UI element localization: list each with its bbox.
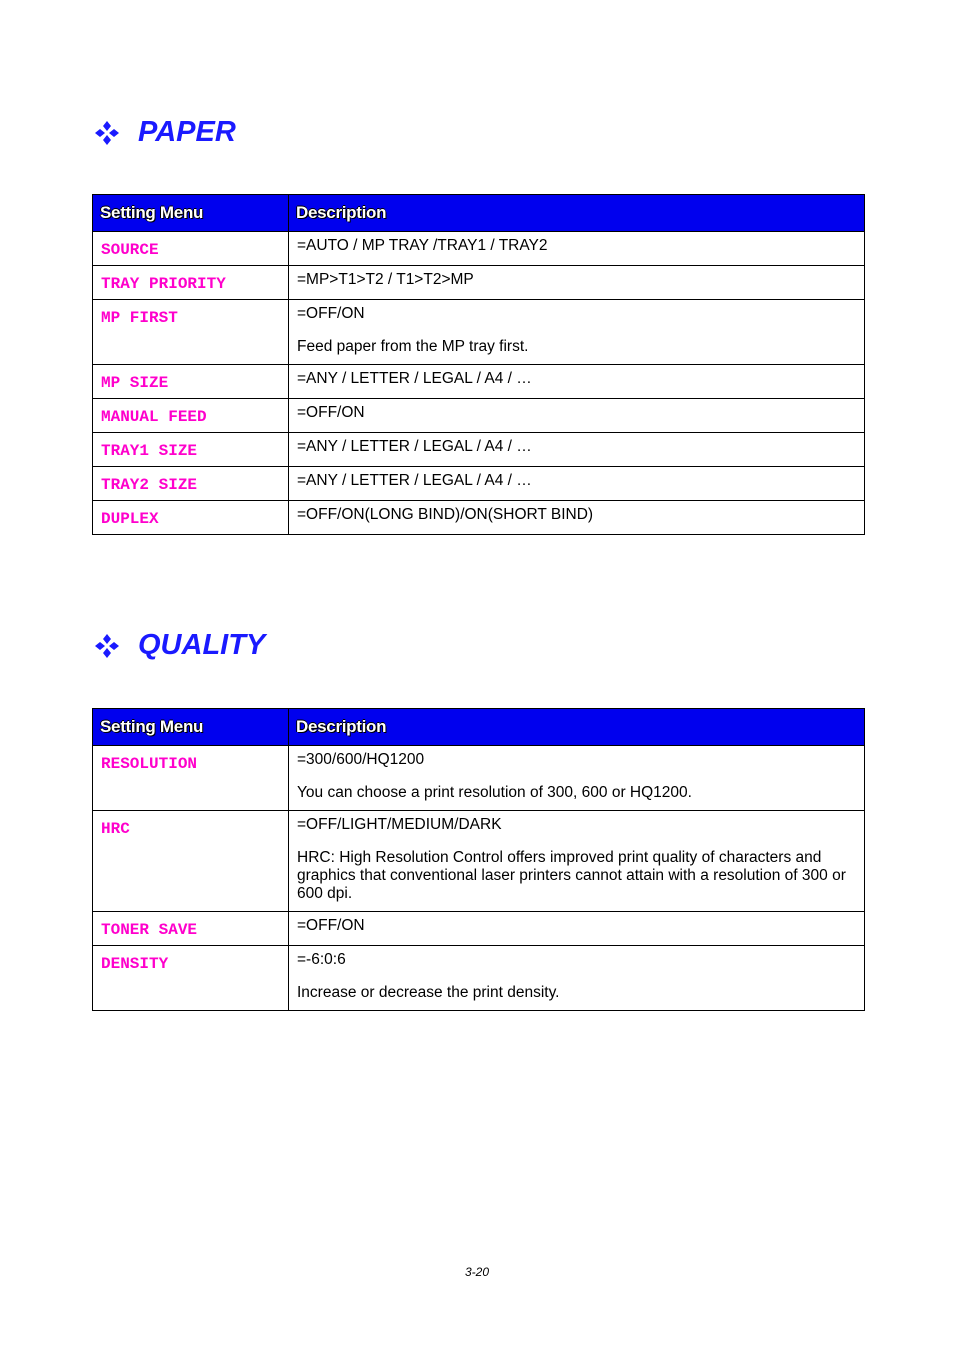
table-row [93, 433, 865, 467]
setting-values: =ANY / LETTER / LEGAL / A4 / … [297, 370, 532, 387]
setting-values: =OFF/ON(LONG BIND)/ON(SHORT BIND) [297, 506, 594, 523]
setting-note: Increase or decrease the print density. [297, 984, 560, 1001]
column-header-setting-menu: Setting Menu [93, 709, 289, 746]
section-title: PAPER [138, 116, 236, 148]
setting-name: TRAY2 SIZE [93, 467, 289, 501]
setting-description [289, 946, 865, 1011]
setting-description [289, 433, 865, 467]
setting-values: =-6:0:6 [297, 951, 346, 968]
setting-name: TRAY PRIORITY [93, 266, 289, 300]
setting-values: =300/600/HQ1200 [297, 751, 425, 768]
setting-name: MP FIRST [93, 300, 289, 365]
setting-name: SOURCE [93, 232, 289, 266]
column-header-setting-menu: Setting Menu [93, 195, 289, 232]
paper-settings-table [92, 194, 865, 535]
table-row [93, 232, 865, 266]
table-row [93, 811, 865, 912]
setting-description [289, 746, 865, 811]
table-row [93, 300, 865, 365]
setting-values: =OFF/LIGHT/MEDIUM/DARK [297, 816, 502, 833]
setting-name: RESOLUTION [93, 746, 289, 811]
page-number: 3-20 [464, 1265, 490, 1279]
four-diamond-bullet-icon [94, 120, 120, 146]
setting-description [289, 912, 865, 946]
setting-description [289, 300, 865, 365]
section-heading-paper [94, 116, 236, 149]
table-row [93, 365, 865, 399]
table-row [93, 946, 865, 1011]
setting-name: HRC [93, 811, 289, 912]
setting-values: =AUTO / MP TRAY /TRAY1 / TRAY2 [297, 237, 548, 254]
setting-note: HRC: High Resolution Control offers improved print quality of characters and graphics that conventional laser printers cannot attain with a resolution of 300 or 600 dpi. [297, 849, 846, 902]
setting-description [289, 467, 865, 501]
setting-name: MANUAL FEED [93, 399, 289, 433]
setting-description [289, 399, 865, 433]
table-row [93, 501, 865, 535]
setting-name: DENSITY [93, 946, 289, 1011]
setting-values: =OFF/ON [297, 305, 365, 322]
setting-name: MP SIZE [93, 365, 289, 399]
setting-description [289, 811, 865, 912]
setting-note: You can choose a print resolution of 300, 600 or HQ1200. [297, 784, 692, 801]
setting-description [289, 232, 865, 266]
table-row [93, 467, 865, 501]
column-header-description: Description [289, 709, 865, 746]
setting-name: TRAY1 SIZE [93, 433, 289, 467]
table-header-row [93, 195, 865, 232]
table-row [93, 746, 865, 811]
setting-values: =ANY / LETTER / LEGAL / A4 / … [297, 472, 532, 489]
column-header-description: Description [289, 195, 865, 232]
setting-description [289, 501, 865, 535]
section-title: QUALITY [138, 629, 266, 661]
setting-description [289, 266, 865, 300]
quality-settings-table [92, 708, 865, 1011]
setting-values: =ANY / LETTER / LEGAL / A4 / … [297, 438, 532, 455]
setting-description [289, 365, 865, 399]
setting-note: Feed paper from the MP tray first. [297, 338, 529, 355]
four-diamond-bullet-icon [94, 633, 120, 659]
setting-name: TONER SAVE [93, 912, 289, 946]
table-row [93, 399, 865, 433]
section-heading-quality [94, 629, 265, 662]
setting-values: =OFF/ON [297, 917, 365, 934]
table-row [93, 912, 865, 946]
setting-values: =OFF/ON [297, 404, 365, 421]
table-header-row [93, 709, 865, 746]
table-row [93, 266, 865, 300]
setting-values: =MP>T1>T2 / T1>T2>MP [297, 271, 474, 288]
setting-name: DUPLEX [93, 501, 289, 535]
